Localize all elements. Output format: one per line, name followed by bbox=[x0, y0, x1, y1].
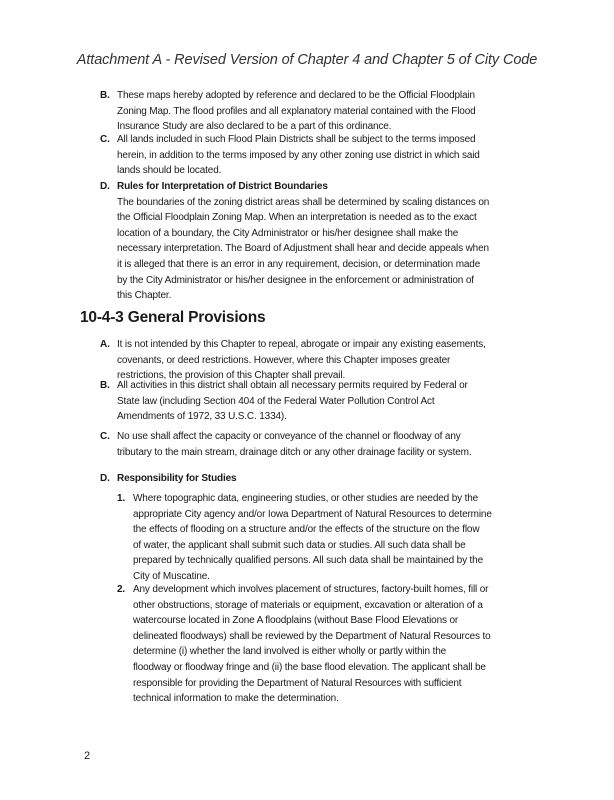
item-text bbox=[117, 378, 468, 425]
item-text bbox=[117, 429, 472, 460]
text-line: Insurance Study are also declared to be a part of this ordinance. bbox=[117, 121, 392, 133]
text-line: necessary interpretation. The Board of Adjustment shall hear and decide appeals when bbox=[117, 243, 489, 255]
item-label: A. bbox=[100, 339, 110, 350]
text-line: The boundaries of the zoning district areas shall be determined by scaling distances on bbox=[117, 196, 490, 208]
item-text bbox=[117, 179, 489, 304]
page-header: Attachment A - Revised Version of Chapter 4 and Chapter 5 of City Code bbox=[76, 52, 538, 68]
text-line: These maps hereby adopted by reference and declared to be the Official Floodplain bbox=[117, 90, 475, 101]
text-line: delineated floodways) shall be reviewed by the Department of Natural Resources to bbox=[133, 630, 491, 642]
text-line: herein, in addition to the terms imposed by any other zoning use district in which said bbox=[117, 149, 480, 161]
text-line: it is alleged that there is an error in any requirement, decision, or determination made bbox=[117, 258, 481, 270]
text-line: It is not intended by this Chapter to repeal, abrogate or impair any existing easements, bbox=[117, 339, 486, 350]
text-line: Where topographic data, engineering studies, or other studies are needed by the bbox=[133, 493, 479, 504]
item-text bbox=[117, 471, 236, 487]
item-label: 1. bbox=[117, 493, 126, 504]
text-line: covenants, or deed restrictions. However, where this Chapter imposes greater bbox=[117, 354, 451, 366]
item-text bbox=[133, 582, 491, 707]
text-line: State law (including Section 404 of the Federal Water Pollution Control Act bbox=[117, 395, 435, 407]
page-number: 2 bbox=[84, 750, 91, 762]
item-label: C. bbox=[100, 134, 110, 145]
text-line: City of Muscatine. bbox=[133, 570, 210, 582]
item-label: B. bbox=[100, 380, 110, 391]
text-line: Any development which involves placement of structures, factory-built homes, fill or bbox=[133, 584, 489, 595]
text-line: technical information to make the determination. bbox=[133, 693, 339, 705]
text-line: Amendments of 1972, 33 U.S.C. 1334). bbox=[117, 411, 287, 423]
text-line: responsible for providing the Department of Natural Resources with sufficient bbox=[133, 677, 462, 689]
item-label: C. bbox=[100, 431, 110, 442]
text-line: location of a boundary, the City Administrator or his/her designee shall make the bbox=[117, 227, 459, 239]
section-heading: 10-4-3 General Provisions bbox=[80, 309, 266, 326]
item-label: D. bbox=[100, 473, 110, 484]
text-line: All activities in this district shall obtain all necessary permits required by Federal or bbox=[117, 380, 468, 391]
text-line: floodway or floodway fringe and (ii) the base flood elevation. The applicant shall be bbox=[133, 661, 486, 673]
text-line: other obstructions, storage of materials or equipment, excavation or alteration of a bbox=[133, 599, 483, 611]
item-title: Rules for Interpretation of District Boundaries bbox=[117, 181, 328, 192]
text-line: the Official Floodplain Zoning Map. When an interpretation is needed as to the exact bbox=[117, 212, 477, 224]
text-line: watercourse located in Zone A floodplains (without Base Flood Elevations or bbox=[133, 615, 459, 627]
text-line: the effects of flooding on a structure and/or the effects of the structure on the flow bbox=[133, 524, 480, 536]
item-text bbox=[117, 337, 486, 384]
text-line: restrictions, the provision of this Chapter shall prevail. bbox=[117, 370, 346, 382]
item-label: D. bbox=[100, 181, 110, 192]
text-line: All lands included in such Flood Plain Districts shall be subject to the terms imposed bbox=[117, 134, 476, 145]
item-text bbox=[133, 491, 492, 585]
item-text bbox=[117, 88, 476, 135]
text-line: by the City Administrator or his/her designee in the enforcement or administration of bbox=[117, 274, 474, 286]
item-label: B. bbox=[100, 90, 110, 101]
text-line: determine (i) whether the land involved is either wholly or partly within the bbox=[133, 646, 447, 658]
text-line: prepared by technically qualified persons. All such data shall be maintained by the bbox=[133, 555, 483, 567]
text-line: of water, the applicant shall submit such data or studies. All such data shall be bbox=[133, 539, 466, 551]
item-title: Responsibility for Studies bbox=[117, 473, 237, 484]
text-line: Zoning Map. The flood profiles and all explanatory material contained with the Flood bbox=[117, 105, 476, 117]
text-line: appropriate City agency and/or Iowa Department of Natural Resources to determine bbox=[133, 508, 492, 520]
text-line: No use shall affect the capacity or conveyance of the channel or floodway of any bbox=[117, 431, 461, 442]
item-text bbox=[117, 132, 480, 179]
item-label: 2. bbox=[117, 584, 126, 595]
text-line: this Chapter. bbox=[117, 290, 172, 302]
text-line: lands should be located. bbox=[117, 165, 222, 177]
text-line: tributary to the main stream, drainage ditch or any other drainage facility or system. bbox=[117, 446, 472, 458]
